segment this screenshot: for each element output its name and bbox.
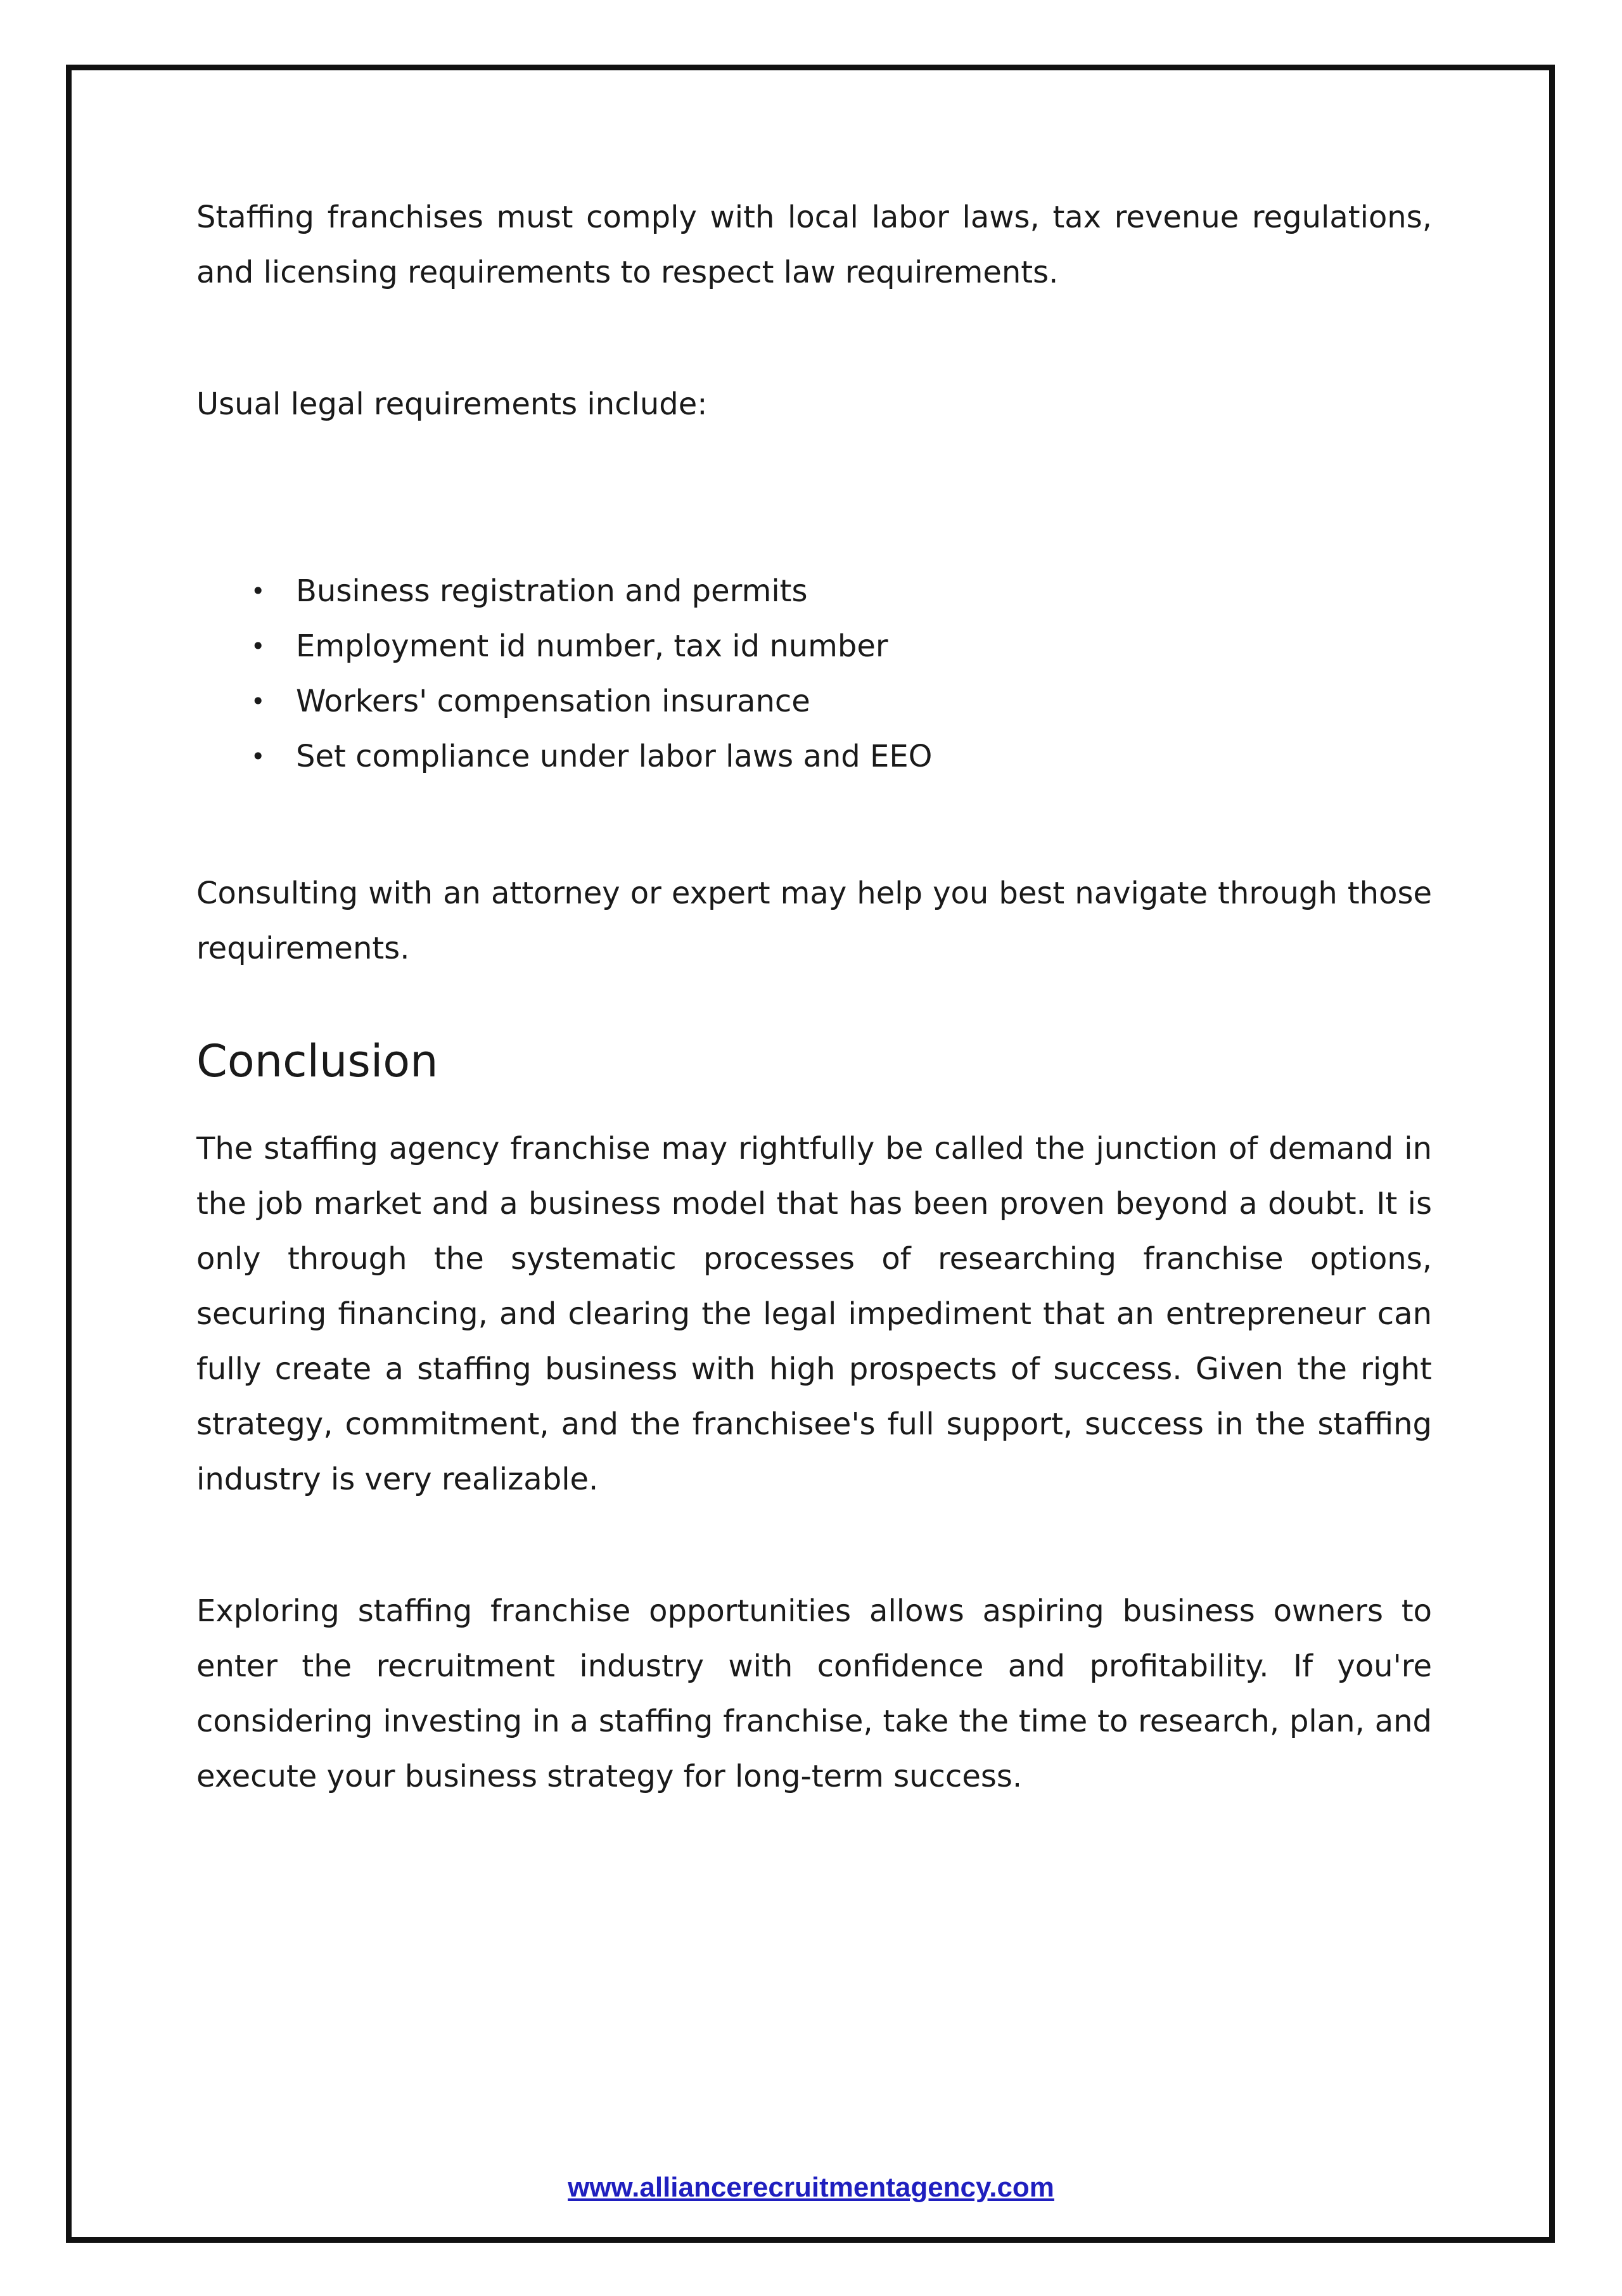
usual-requirements-paragraph: Usual legal requirements include: xyxy=(196,386,708,422)
intro-paragraph: Staffing franchises must comply with local labor laws, tax revenue regulations, and licensing requirements to respect law requirements. xyxy=(196,200,1432,290)
conclusion-paragraph-2: Exploring staffing franchise opportunities allows aspiring business owners to enter the recruitment industry with confidence and profitability. If you're considering investing in a staffing franchise, take the time to research, plan, and execute your business strategy for long-term success. xyxy=(196,1593,1432,1794)
list-item-label: Employment id number, tax id number xyxy=(296,628,888,664)
list-item xyxy=(196,729,1432,784)
requirements-list xyxy=(196,564,1432,784)
list-item-label: Business registration and permits xyxy=(296,573,808,609)
bullet-icon: • xyxy=(251,577,265,605)
list-item xyxy=(196,564,1432,619)
website-link[interactable]: www.alliancerecruitmentagency.com xyxy=(568,2172,1054,2203)
bullet-icon: • xyxy=(251,743,265,770)
conclusion-paragraph-1: The staffing agency franchise may rightfully be called the junction of demand in the job market and a business model that has been proven beyond a doubt. It is only through the systematic processes of researching franchise options, securing financing, and clearing the legal impediment that an entrepreneur can fully create a staffing business with high prospects of success. Given the right strategy, commitment, and the franchisee's full support, success in the staffing industry is very realizable. xyxy=(196,1131,1432,1497)
bullet-icon: • xyxy=(251,632,265,660)
conclusion-heading: Conclusion xyxy=(196,1035,438,1087)
list-item xyxy=(196,674,1432,729)
list-item-label: Workers' compensation insurance xyxy=(296,684,810,719)
bullet-icon: • xyxy=(251,687,265,715)
list-item xyxy=(196,619,1432,674)
list-item-label: Set compliance under labor laws and EEO xyxy=(296,739,933,774)
consulting-paragraph: Consulting with an attorney or expert may help you best navigate through those requirements. xyxy=(196,876,1432,966)
